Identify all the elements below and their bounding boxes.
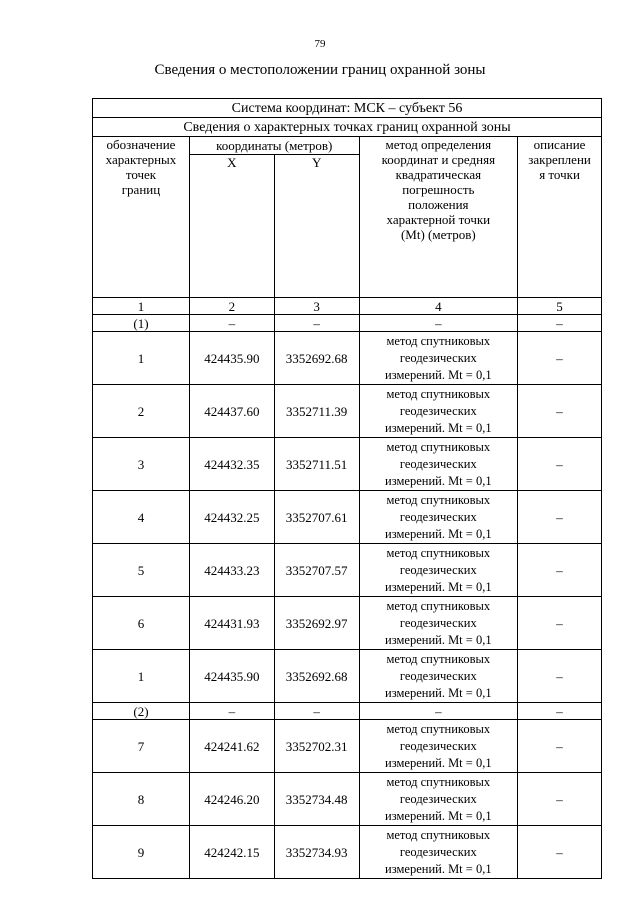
- method-line: геодезических: [399, 562, 477, 577]
- description-cell: –: [518, 703, 602, 720]
- y-cell: 3352707.61: [274, 491, 359, 544]
- description-cell: –: [518, 597, 602, 650]
- method-line: метод спутниковых: [386, 827, 491, 842]
- method-line: метод спутниковых: [386, 721, 491, 736]
- group-row: [93, 703, 602, 720]
- table-row: [93, 650, 602, 703]
- header-method-line: характерной точки: [386, 212, 491, 227]
- coordinate-system-row: [93, 99, 602, 118]
- table-row: [93, 544, 602, 597]
- method-cell: [359, 720, 518, 773]
- method-cell: [359, 544, 518, 597]
- x-cell: –: [189, 703, 274, 720]
- y-cell: 3352702.31: [274, 720, 359, 773]
- point-id-cell: 3: [93, 438, 190, 491]
- header-description: [518, 137, 602, 298]
- method-line: геодезических: [399, 615, 477, 630]
- y-cell: 3352707.57: [274, 544, 359, 597]
- header-description-line: я точки: [539, 167, 580, 182]
- y-cell: 3352734.48: [274, 773, 359, 826]
- x-cell: 424432.25: [189, 491, 274, 544]
- method-line: измерений. Mt = 0,1: [385, 420, 492, 435]
- method-line: геодезических: [399, 844, 477, 859]
- description-cell: –: [518, 315, 602, 332]
- x-cell: 424241.62: [189, 720, 274, 773]
- method-line: метод спутниковых: [386, 333, 491, 348]
- method-cell: [359, 491, 518, 544]
- description-cell: –: [518, 720, 602, 773]
- header-designation-line: точек: [125, 167, 157, 182]
- y-cell: 3352692.97: [274, 597, 359, 650]
- table-row: [93, 385, 602, 438]
- method-cell: [359, 650, 518, 703]
- table-row: [93, 332, 602, 385]
- table-row: [93, 826, 602, 879]
- point-id-cell: 4: [93, 491, 190, 544]
- document-title: Сведения о местоположении границ охранной зоны: [154, 62, 486, 78]
- x-cell: 424435.90: [189, 332, 274, 385]
- page-number: 79: [314, 38, 326, 50]
- point-id-cell: (2): [93, 703, 190, 720]
- x-cell: 424437.60: [189, 385, 274, 438]
- point-id-cell: (1): [93, 315, 190, 332]
- method-line: метод спутниковых: [386, 386, 491, 401]
- point-id-cell: 6: [93, 597, 190, 650]
- method-line: геодезических: [399, 403, 477, 418]
- header-description-line: закреплени: [528, 152, 591, 167]
- header-method-line: метод определения: [385, 137, 492, 152]
- method-line: измерений. Mt = 0,1: [385, 526, 492, 541]
- method-cell: [359, 438, 518, 491]
- point-id-cell: 8: [93, 773, 190, 826]
- column-number: 3: [274, 298, 359, 315]
- method-line: измерений. Mt = 0,1: [385, 632, 492, 647]
- method-line: измерений. Mt = 0,1: [385, 861, 492, 876]
- column-number: 2: [189, 298, 274, 315]
- method-line: метод спутниковых: [386, 439, 491, 454]
- method-line: геодезических: [399, 738, 477, 753]
- description-cell: –: [518, 544, 602, 597]
- method-cell: [359, 826, 518, 879]
- method-line: метод спутниковых: [386, 545, 491, 560]
- header-y: Y: [274, 155, 359, 298]
- method-cell: –: [359, 315, 518, 332]
- method-cell: [359, 332, 518, 385]
- method-line: метод спутниковых: [386, 774, 491, 789]
- points-info-row: [93, 118, 602, 137]
- x-cell: 424433.23: [189, 544, 274, 597]
- header-coordinates: координаты (метров): [189, 137, 359, 155]
- header-designation-line: характерных: [105, 152, 177, 167]
- method-line: измерений. Mt = 0,1: [385, 685, 492, 700]
- table-row: [93, 491, 602, 544]
- method-line: измерений. Mt = 0,1: [385, 755, 492, 770]
- header-method-line: (Mt) (метров): [400, 227, 476, 242]
- x-cell: –: [189, 315, 274, 332]
- method-line: геодезических: [399, 668, 477, 683]
- point-id-cell: 5: [93, 544, 190, 597]
- header-method-line: положения: [408, 197, 469, 212]
- point-id-cell: 9: [93, 826, 190, 879]
- point-id-cell: 1: [93, 650, 190, 703]
- method-line: геодезических: [399, 509, 477, 524]
- point-id-cell: 7: [93, 720, 190, 773]
- x-cell: 424432.35: [189, 438, 274, 491]
- method-line: геодезических: [399, 791, 477, 806]
- method-cell: [359, 597, 518, 650]
- y-cell: 3352692.68: [274, 650, 359, 703]
- header-method-line: координат и средняя: [381, 152, 496, 167]
- method-line: метод спутниковых: [386, 651, 491, 666]
- method-line: измерений. Mt = 0,1: [385, 367, 492, 382]
- header-designation-line: обозначение: [106, 137, 176, 152]
- boundary-points-table: [92, 98, 602, 879]
- column-number: 1: [93, 298, 190, 315]
- point-id-cell: 2: [93, 385, 190, 438]
- description-cell: –: [518, 773, 602, 826]
- method-line: геодезических: [399, 456, 477, 471]
- points-info-cell: Сведения о характерных точках границ охранной зоны: [93, 118, 602, 137]
- x-cell: 424431.93: [189, 597, 274, 650]
- method-line: измерений. Mt = 0,1: [385, 808, 492, 823]
- header-description-line: описание: [533, 137, 586, 152]
- group-row: [93, 315, 602, 332]
- y-cell: –: [274, 315, 359, 332]
- description-cell: –: [518, 650, 602, 703]
- x-cell: 424435.90: [189, 650, 274, 703]
- coordinate-system-cell: Система координат: МСК – субъект 56: [93, 99, 602, 118]
- y-cell: 3352734.93: [274, 826, 359, 879]
- x-cell: 424246.20: [189, 773, 274, 826]
- method-cell: [359, 773, 518, 826]
- description-cell: –: [518, 826, 602, 879]
- y-cell: 3352711.39: [274, 385, 359, 438]
- header-designation: [93, 137, 190, 298]
- table-row: [93, 773, 602, 826]
- column-number: 5: [518, 298, 602, 315]
- table-row: [93, 597, 602, 650]
- description-cell: –: [518, 385, 602, 438]
- method-cell: –: [359, 703, 518, 720]
- method-line: метод спутниковых: [386, 492, 491, 507]
- header-row-top: [93, 137, 602, 155]
- table-row: [93, 720, 602, 773]
- method-line: измерений. Mt = 0,1: [385, 473, 492, 488]
- y-cell: 3352692.68: [274, 332, 359, 385]
- y-cell: –: [274, 703, 359, 720]
- column-number: 4: [359, 298, 518, 315]
- column-number-row: [93, 298, 602, 315]
- header-method: [359, 137, 518, 298]
- method-cell: [359, 385, 518, 438]
- header-method-line: квадратическая: [395, 167, 482, 182]
- description-cell: –: [518, 438, 602, 491]
- description-cell: –: [518, 332, 602, 385]
- x-cell: 424242.15: [189, 826, 274, 879]
- y-cell: 3352711.51: [274, 438, 359, 491]
- method-line: измерений. Mt = 0,1: [385, 579, 492, 594]
- method-line: метод спутниковых: [386, 598, 491, 613]
- table-row: [93, 438, 602, 491]
- header-method-line: погрешность: [402, 182, 475, 197]
- method-line: геодезических: [399, 350, 477, 365]
- point-id-cell: 1: [93, 332, 190, 385]
- header-x: X: [189, 155, 274, 298]
- description-cell: –: [518, 491, 602, 544]
- header-designation-line: границ: [121, 182, 161, 197]
